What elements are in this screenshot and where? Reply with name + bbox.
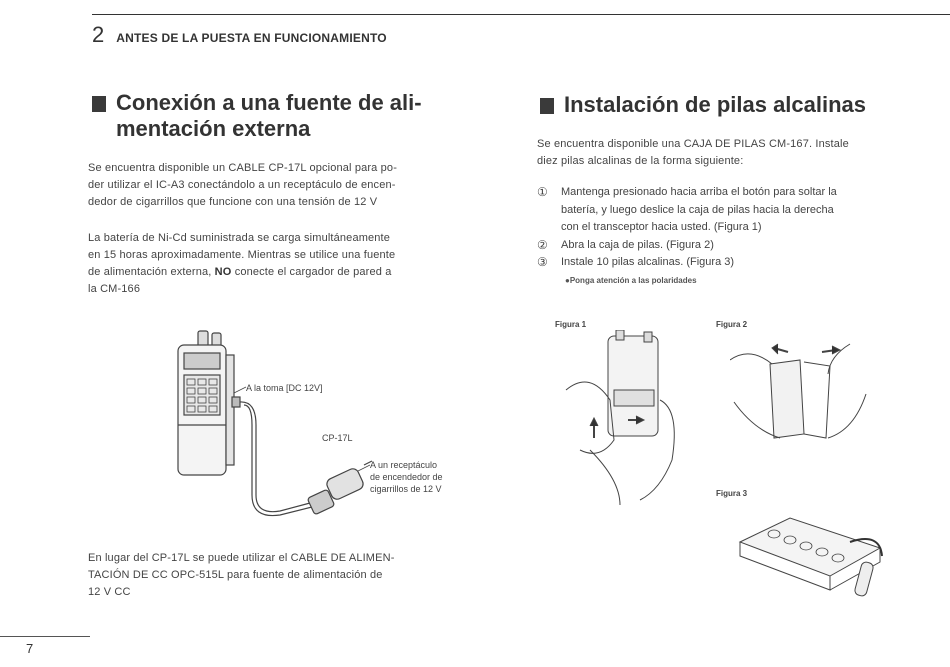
paragraph-opc515l: En lugar del CP-17L se puede utilizar el CABLE DE ALIMEN- TACIÓN DE CC OPC-515L para fuente de alimentación de 12 V CC: [88, 552, 395, 598]
chapter-header: [92, 22, 387, 48]
callout-dc-jack: A la toma [DC 12V]: [246, 383, 323, 393]
heading-square-icon: [92, 96, 106, 112]
polarity-note: ●Ponga atención a las polaridades: [565, 275, 697, 285]
section-heading-external-power: [92, 90, 422, 142]
list-item: ② Abra la caja de pilas. (Figura 2): [537, 237, 714, 252]
paragraph-cable: Se encuentra disponible un CABLE CP-17L opcional para po- der utilizar el IC-A3 conectándolo a un receptáculo de encen- dedor de cigarrillos que funcione con una tensión de 12 V: [88, 162, 398, 208]
figure-3-illustration: [730, 512, 900, 607]
heading-square-icon: [540, 98, 554, 114]
header-rule: [92, 14, 950, 15]
paragraph-intro: Se encuentra disponible una CAJA DE PILAS CM-167. Instale diez pilas alcalinas de la forma siguiente:: [537, 138, 849, 167]
list-item: ③ Instale 10 pilas alcalinas. (Figura 3): [537, 255, 735, 269]
figure-1-illustration: [560, 330, 690, 505]
figure-3-label: Figura 3: [716, 489, 748, 498]
section-title: Instalación de pilas alcalinas: [564, 92, 867, 117]
paragraph-battery: La batería de Ni-Cd suministrada se carga simultáneamente en 15 horas aproximadamente. Mientras se utilice una fuente de alimentación externa, NO conecte el cargador de pared a la CM-166: [88, 232, 396, 295]
page-number: 7: [26, 641, 34, 656]
radio-cable-illustration: [160, 325, 380, 530]
figure-2-illustration: [730, 334, 870, 449]
chapter-title: ANTES DE LA PUESTA EN FUNCIONAMIENTO: [116, 31, 387, 45]
figure-1-label: Figura 1: [555, 320, 587, 329]
callout-cable-name: CP-17L: [322, 433, 353, 443]
section-title: Conexión a una fuente de ali- mentación externa: [116, 90, 422, 141]
figure-2-label: Figura 2: [716, 320, 748, 329]
section-heading-alkaline: [540, 92, 866, 118]
footer-rule: [0, 636, 90, 637]
steps-list: [537, 184, 937, 289]
chapter-number: 2: [92, 22, 105, 47]
callout-lighter: A un receptáculo de encendedor de cigarrillos de 12 V: [370, 460, 443, 494]
list-item: ① Mantenga presionado hacia arriba el botón para soltar la batería, y luego deslice la caja de pilas hacia la derecha con el transceptor hacia usted. (Figura 1): [537, 185, 837, 233]
